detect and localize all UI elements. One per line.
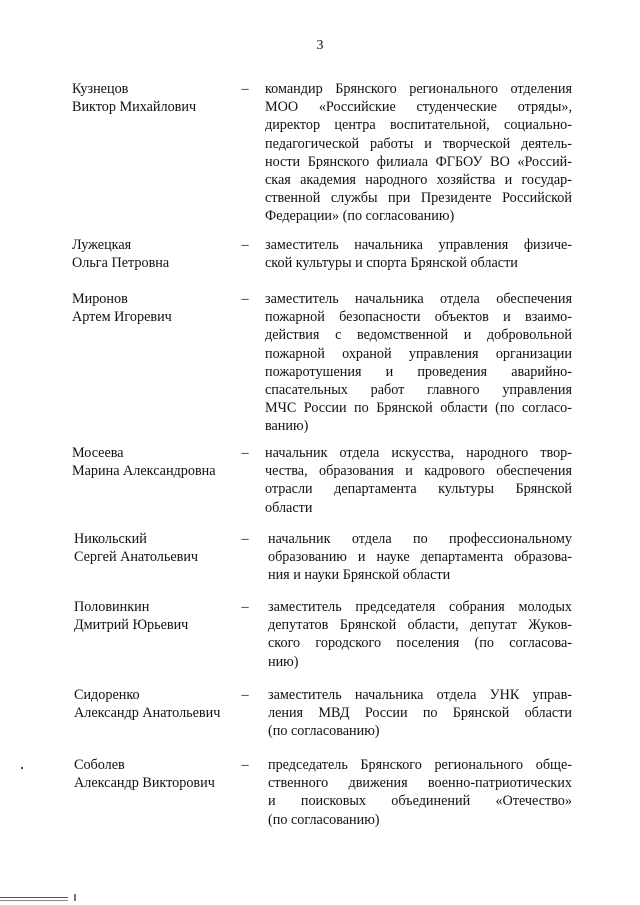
- member-position: [268, 686, 572, 741]
- dash-separator: –: [241, 757, 249, 773]
- position-line: директор центра воспитательной, социально-: [265, 117, 572, 134]
- member-given-names: Сергей Анатольевич: [74, 549, 199, 566]
- member-name: [72, 80, 237, 116]
- member-position: [265, 290, 572, 436]
- position-line: ской культуры и спорта Брянской области: [265, 255, 518, 272]
- position-line: действия с ведомственной и добровольной: [265, 327, 572, 344]
- position-line: заместитель начальника отдела УНК управ-: [268, 687, 572, 703]
- position-line: ского городского поселения (по согласова-: [268, 635, 572, 652]
- position-line: ности Брянского филиала ФГБОУ ВО «Россий-: [265, 153, 572, 170]
- position-line: спасательных работ главного управления: [265, 382, 572, 399]
- member-surname: Мосеева: [72, 445, 124, 461]
- dash-separator: –: [241, 599, 249, 615]
- member-position: [268, 756, 572, 829]
- member-given-names: Александр Викторович: [74, 775, 215, 792]
- member-given-names: Марина Александровна: [72, 463, 216, 480]
- member-given-names: Александр Анатольевич: [74, 705, 221, 722]
- dash-separator: –: [241, 531, 249, 547]
- position-line: ления МВД России по Брянской области: [268, 705, 572, 722]
- dash-separator: –: [241, 687, 249, 703]
- position-line: заместитель начальника отдела обеспечения: [265, 291, 572, 307]
- member-surname: Лужецкая: [72, 237, 132, 253]
- member-surname: Никольский: [74, 531, 147, 547]
- member-name: [72, 236, 237, 272]
- dash-separator: –: [241, 445, 249, 461]
- position-line: образованию и науке департамента образова-: [268, 549, 572, 566]
- member-position: [268, 598, 572, 671]
- member-given-names: Виктор Михайлович: [72, 99, 197, 116]
- position-line: председатель Брянского регионального обще-: [268, 757, 572, 773]
- position-line: и поисковых объединений «Отечество»: [268, 793, 572, 810]
- member-surname: Половинкин: [74, 599, 150, 615]
- position-line: ственной службы при Президенте Российской: [265, 190, 572, 207]
- position-line: ванию): [265, 418, 309, 435]
- position-line: МОО «Российские студенческие отряды»,: [265, 99, 572, 116]
- position-line: (по согласованию): [268, 811, 380, 828]
- position-line: МЧС России по Брянской области (по согласо-: [265, 400, 572, 417]
- member-given-names: Дмитрий Юрьевич: [74, 617, 189, 634]
- position-line: Федерации» (по согласованию): [265, 208, 455, 225]
- member-given-names: Артем Игоревич: [72, 309, 172, 326]
- member-name: [72, 290, 237, 326]
- member-surname: Сидоренко: [74, 687, 140, 703]
- member-name: [74, 598, 239, 634]
- member-surname: Соболев: [74, 757, 125, 773]
- scan-mark: [21, 767, 23, 769]
- position-line: пожарной охраной управления организации: [265, 345, 572, 362]
- dash-separator: –: [241, 237, 249, 253]
- member-name: [74, 756, 239, 792]
- position-line: ская академия народного хозяйства и государ-: [265, 172, 572, 189]
- position-line: депутатов Брянской области, депутат Жуков-: [268, 617, 572, 634]
- position-line: области: [265, 499, 313, 516]
- position-line: ния и науки Брянской области: [268, 567, 451, 584]
- position-line: педагогической работы и творческой деятель-: [265, 135, 572, 152]
- member-position: [265, 80, 572, 226]
- member-surname: Миронов: [72, 291, 128, 307]
- position-line: начальник отдела по профессиональному: [268, 531, 572, 547]
- position-line: отрасли департамента культуры Брянской: [265, 481, 572, 498]
- position-line: чества, образования и кадрового обеспечения: [265, 463, 572, 480]
- member-given-names: Ольга Петровна: [72, 255, 170, 272]
- position-line: нию): [268, 653, 299, 670]
- member-position: [265, 236, 572, 272]
- position-line: командир Брянского регионального отделения: [265, 81, 572, 97]
- footer-rule: [0, 897, 68, 898]
- footer-rule: [0, 900, 68, 901]
- member-position: [268, 530, 572, 585]
- position-line: пожарной безопасности объектов и взаимо-: [265, 309, 572, 326]
- position-line: ственного движения военно-патриотических: [268, 775, 572, 792]
- page-number: 3: [316, 38, 324, 53]
- position-line: пожаротушения и проведения аварийно-: [265, 363, 572, 380]
- member-name: [72, 444, 237, 480]
- dash-separator: –: [241, 291, 249, 307]
- member-position: [265, 444, 572, 517]
- scan-mark: [74, 894, 76, 901]
- dash-separator: –: [241, 81, 249, 97]
- position-line: заместитель председателя собрания молодых: [268, 599, 572, 615]
- position-line: заместитель начальника управления физиче-: [265, 237, 572, 253]
- position-line: (по согласованию): [268, 723, 380, 740]
- position-line: начальник отдела искусства, народного твор-: [265, 445, 572, 461]
- member-name: [74, 686, 239, 722]
- member-surname: Кузнецов: [72, 81, 129, 97]
- member-name: [74, 530, 239, 566]
